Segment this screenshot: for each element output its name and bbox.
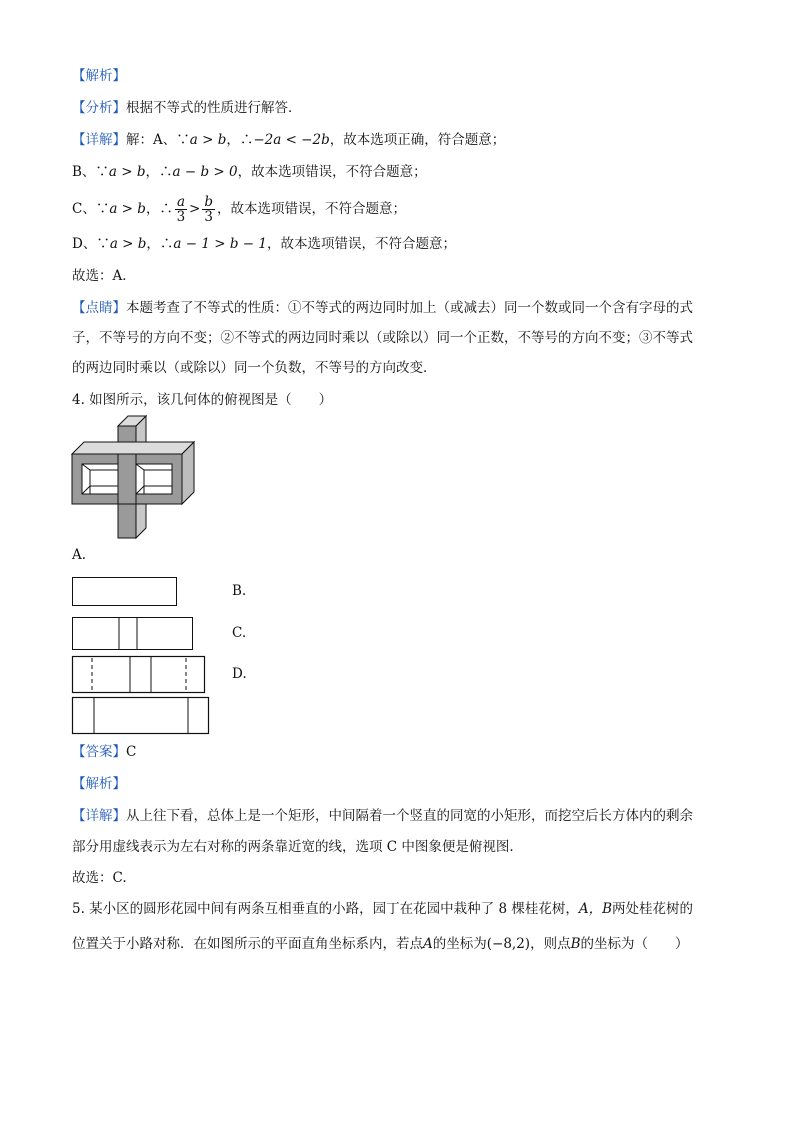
detail-line-c: C、∵a > b，∴ $\frac{a}{3}$ > $\frac{b}{3}$ ，故本选项错误，不符合题意； xyxy=(72,194,406,225)
question-4-stem: 4. 如图所示，该几何体的俯视图是（ ） xyxy=(72,392,333,408)
question-5-stem-line-1: 5. 某小区的圆形花园中间有两条互相垂直的小路，园丁在花园中栽种了 8 棵桂花树，A，B两处桂花树的 xyxy=(72,901,694,917)
answer-tag: 【答案】 xyxy=(72,744,126,760)
q4-jiexi: 【解析】 xyxy=(72,776,126,792)
tip-line-3: 的两边同时乘以（或除以）同一个负数，不等号的方向改变． xyxy=(72,360,437,376)
option-a-figure[interactable] xyxy=(72,577,178,607)
tip-line-1: 【点睛】本题考查了不等式的性质：①不等式的两边同时加上（或减去）同一个数或同一个含有字母的式 xyxy=(72,300,693,316)
option-a-label[interactable]: A. xyxy=(72,547,87,563)
option-d-figure[interactable] xyxy=(72,697,210,735)
analysis-tag: 【分析】 xyxy=(72,100,126,116)
analysis-text: 根据不等式的性质进行解答． xyxy=(126,100,302,116)
analysis-line xyxy=(72,98,302,118)
option-c-label[interactable]: C. xyxy=(232,625,247,641)
section-label-jiexi: 【解析】 xyxy=(72,68,126,84)
fraction-a-over-3: $\frac{a}{3}$ xyxy=(176,194,186,225)
detail-line-b: B、∵a > b，∴a − b > 0，故本选项错误，不符合题意； xyxy=(72,164,427,180)
geometry-solid-figure xyxy=(70,414,210,540)
q4-choice-line: 故选：C. xyxy=(72,870,127,886)
option-d-label[interactable]: D. xyxy=(232,666,247,682)
q4-detail-line-1: 【详解】从上往下看，总体上是一个矩形，中间隔着一个竖直的同宽的小矩形，而挖空后长方体内的剩余 xyxy=(72,808,693,824)
tip-line-2: 子，不等号的方向不变；②不等式的两边同时乘以（或除以）同一个正数，不等号的方向不变；③不等式 xyxy=(72,330,693,346)
question-5-stem-line-2: 位置关于小路对称．在如图所示的平面直角坐标系内，若点A的坐标为(−8,2)，则点B的坐标为（ ） xyxy=(72,936,689,952)
answer-line xyxy=(72,742,136,762)
answer-value: C xyxy=(126,744,137,760)
detail-line-d: D、∵a > b，∴a − 1 > b − 1，故本选项错误，不符合题意； xyxy=(72,236,456,252)
option-b-label[interactable]: B. xyxy=(232,583,247,599)
fraction-b-over-3: $\frac{b}{3}$ xyxy=(204,194,213,225)
detail-line-a: 【详解】解：A、∵a > b，∴−2a < −2b，故本选项正确，符合题意； xyxy=(72,132,506,148)
tip-tag: 【点睛】 xyxy=(72,300,126,316)
option-c-figure[interactable] xyxy=(72,656,206,694)
detail-tag: 【详解】 xyxy=(72,132,126,148)
option-b-figure[interactable] xyxy=(72,617,194,651)
q4-detail-line-2: 部分用虚线表示为左右对称的两条靠近宽的线，选项 C 中图象便是俯视图. xyxy=(72,839,514,855)
choice-line: 故选：A． xyxy=(72,268,136,284)
